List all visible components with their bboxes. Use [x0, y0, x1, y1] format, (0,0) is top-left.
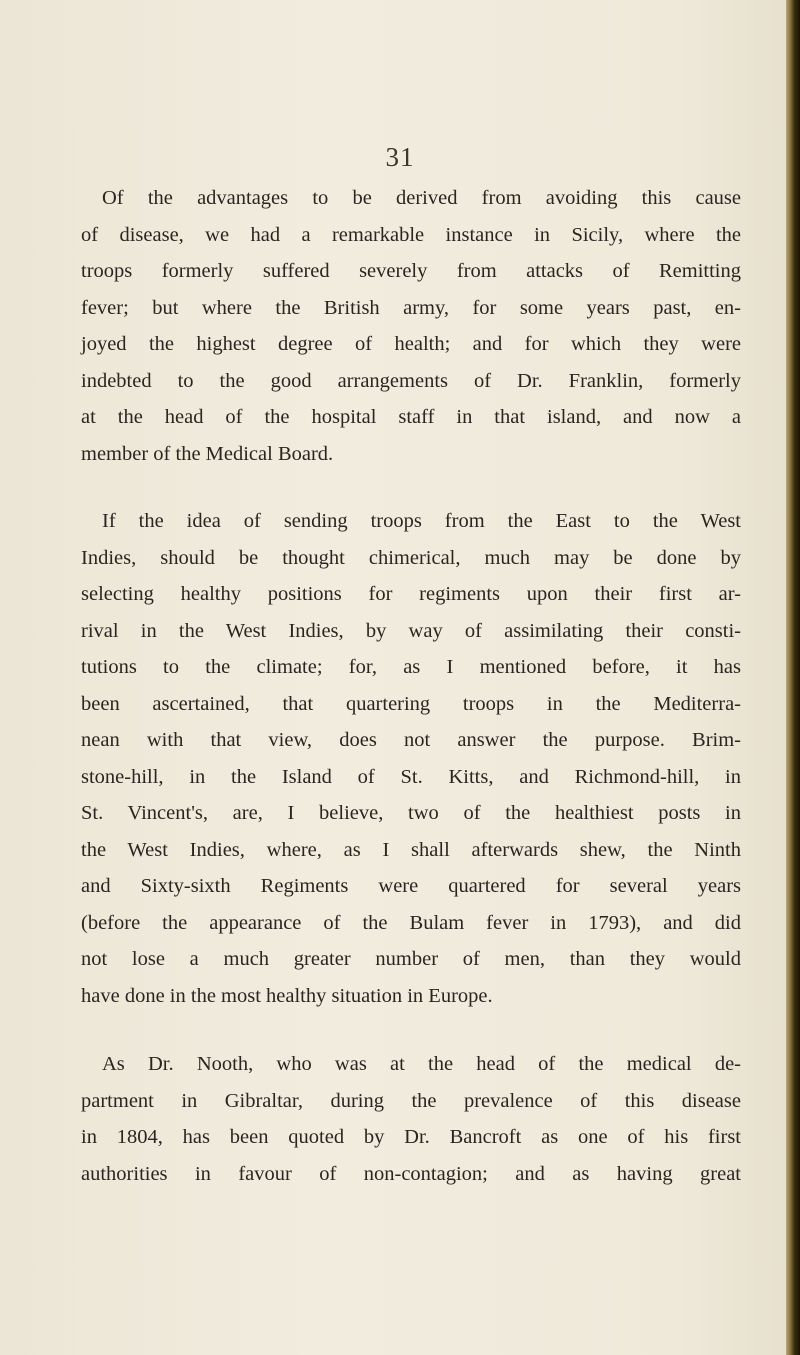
text-line: stone-hill, in the Island of St. Kitts, and Richmond-hill, in — [81, 765, 741, 788]
text-line: Of the advantages to be derived from avoiding this cause — [102, 187, 741, 209]
text-line: St. Vincent's, are, I believe, two of the healthiest posts in — [81, 802, 741, 824]
text-line: troops formerly suffered severely from attacks of Remitting — [81, 260, 741, 282]
paragraph — [81, 1046, 741, 1192]
text-line: been ascertained, that quartering troops in the Mediterra- — [81, 692, 741, 715]
text-line: of disease, we had a remarkable instance in Sicily, where the — [81, 223, 741, 246]
text-line: If the idea of sending troops from the East to the West — [102, 510, 741, 532]
text-line: joyed the highest degree of health; and for which they were — [81, 333, 741, 355]
paragraph — [81, 180, 741, 472]
text-line: (before the appearance of the Bulam fever in 1793), and did — [81, 911, 741, 934]
text-line: the West Indies, where, as I shall afterwards shew, the Ninth — [81, 838, 741, 861]
text-line: not lose a much greater number of men, than they would — [81, 948, 741, 970]
text-line: As Dr. Nooth, who was at the head of the medical de- — [102, 1053, 741, 1075]
paragraph — [81, 503, 741, 1014]
text-line: fever; but where the British army, for some years past, en- — [81, 296, 741, 319]
text-line: nean with that view, does not answer the purpose. Brim- — [81, 729, 741, 751]
text-line: authorities in favour of non-contagion; and as having great — [81, 1162, 741, 1185]
page-edge-shadow — [786, 0, 800, 1355]
text-line: tutions to the climate; for, as I mentioned before, it has — [81, 656, 741, 678]
text-line: Indies, should be thought chimerical, much may be done by — [81, 546, 741, 569]
text-line: at the head of the hospital staff in that island, and now a — [81, 406, 741, 428]
text-line: member of the Medical Board. — [81, 442, 334, 465]
text-line: partment in Gibraltar, during the prevalence of this disease — [81, 1089, 741, 1112]
text-line: in 1804, has been quoted by Dr. Bancroft as one of his first — [81, 1126, 741, 1148]
page-number: 31 — [385, 142, 415, 172]
text-line: have done in the most healthy situation in Europe. — [81, 984, 493, 1007]
text-line: indebted to the good arrangements of Dr. Franklin, formerly — [81, 369, 741, 392]
text-line: rival in the West Indies, by way of assimilating their consti- — [81, 619, 741, 642]
text-line: selecting healthy positions for regiments upon their first ar- — [81, 583, 741, 605]
text-line: and Sixty-sixth Regiments were quartered for several years — [81, 875, 741, 897]
